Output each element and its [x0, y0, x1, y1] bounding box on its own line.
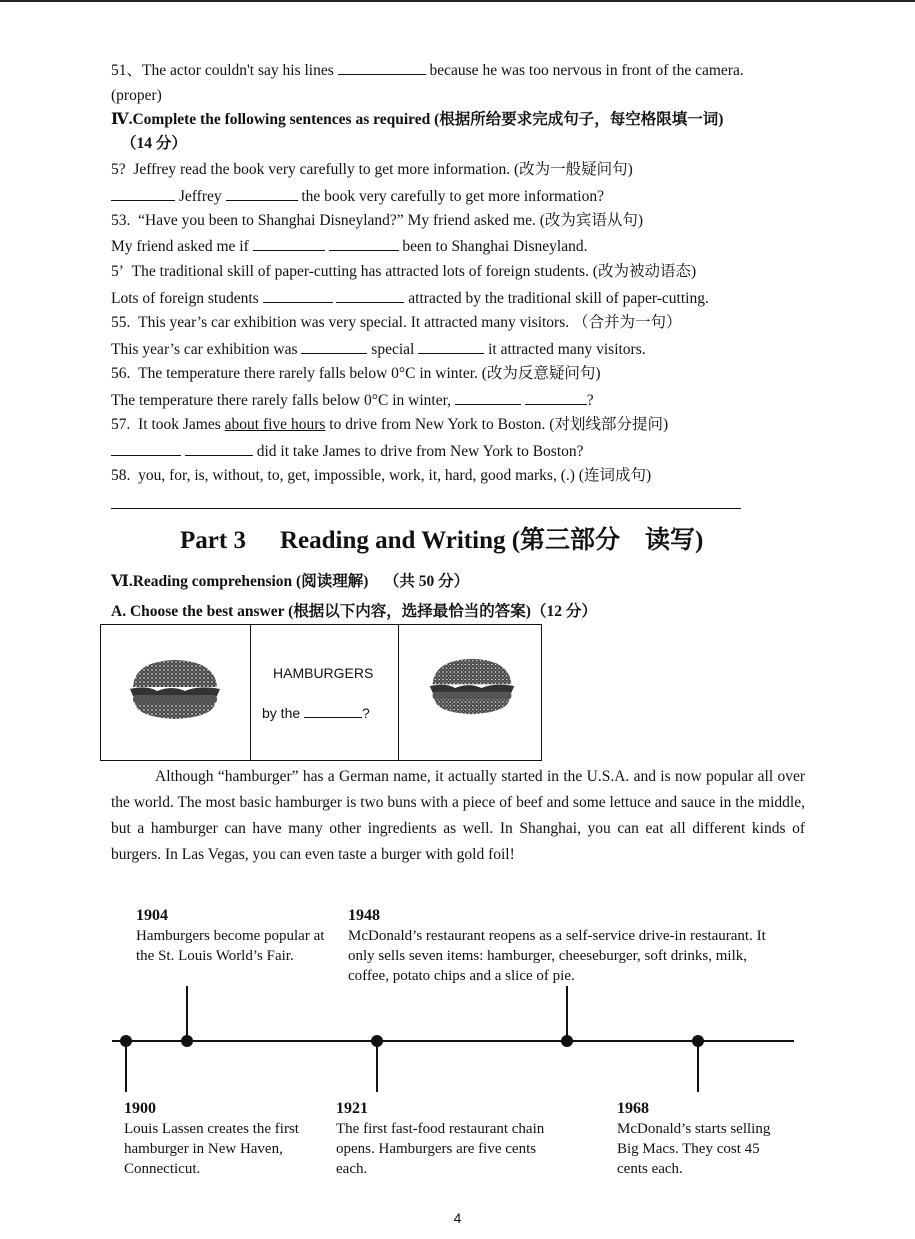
part-3-heading — [180, 520, 703, 556]
q55-ans-c: it attracted many visitors. — [488, 341, 646, 358]
section-a-title: A. Choose the best answer (根据以下内容，选择最恰当的答案) — [111, 603, 531, 620]
timeline-entry-1904 — [136, 906, 336, 966]
q52-ans-b: the book very carefully to get more information? — [301, 188, 604, 205]
timeline-entry-1948 — [348, 906, 788, 986]
answer-blank[interactable] — [263, 288, 333, 303]
timeline-dot — [181, 1035, 193, 1047]
banner-title: HAMBURGERS — [273, 665, 374, 681]
q56-answer-line — [111, 390, 594, 411]
timeline-year: 1900 — [124, 1100, 156, 1117]
question-51 — [111, 60, 744, 81]
timeline-dot — [120, 1035, 132, 1047]
question-57 — [111, 415, 668, 435]
q52-number: 5? — [111, 161, 126, 178]
answer-blank[interactable] — [111, 441, 181, 456]
timeline-year: 1968 — [617, 1100, 649, 1117]
q56-ans-b: ? — [586, 392, 594, 409]
passage-text: Although “hamburger” has a German name, it actually started in the U.S.A. and is now popular all over the world. The most basic hamburger is two buns with a piece of beef and some lettuce and sauce in the middle, but a hamburger can have many other ingredients as well. In Shanghai, you can eat all different kinds of burgers. In Las Vegas, you can even taste a burger with gold foil! — [111, 768, 805, 863]
q55-number: 55. — [111, 314, 131, 331]
timeline-dot — [692, 1035, 704, 1047]
answer-blank[interactable] — [301, 339, 367, 354]
q57-answer-line — [111, 441, 584, 462]
q52-answer-line — [111, 186, 604, 207]
question-55 — [111, 313, 682, 333]
timeline-year: 1921 — [336, 1100, 368, 1117]
answer-blank[interactable] — [525, 390, 587, 405]
q55-ans-a: This year’s car exhibition was — [111, 341, 298, 358]
q53-ans-a: My friend asked me if — [111, 238, 249, 255]
section-a-score: （12 分） — [530, 603, 597, 620]
page-number: 4 — [453, 1210, 462, 1226]
section-6-score: （共 50 分） — [383, 573, 470, 590]
part-3-title: Reading and Writing (第三部分 读写) — [279, 527, 704, 554]
timeline-text: Hamburgers become popular at the St. Louis World’s Fair. — [136, 928, 325, 964]
timeline-text: McDonald’s restaurant reopens as a self-service drive-in restaurant. It only sells seven items: hamburger, cheeseburger, soft drinks, milk, coffee, potato chips and a slice of pie. — [348, 928, 766, 984]
q54-number: 5ʼ — [111, 263, 124, 280]
q54-answer-line — [111, 288, 709, 309]
q51-hint: (proper) — [111, 87, 162, 104]
banner-question — [262, 705, 370, 721]
answer-blank[interactable] — [329, 236, 399, 251]
timeline-year: 1948 — [348, 907, 380, 924]
banner-cell-middle — [251, 625, 399, 760]
answer-blank[interactable] — [336, 288, 404, 303]
answer-blank[interactable] — [226, 186, 298, 201]
q57-underlined: about five hours — [224, 416, 326, 433]
timeline-text: McDonald’s starts selling Big Macs. They cost 45 cents each. — [617, 1121, 771, 1177]
q56-number: 56. — [111, 365, 131, 382]
tick-1904 — [186, 986, 188, 1038]
q53-number: 53. — [111, 212, 131, 229]
section-a-heading — [111, 602, 597, 622]
q51-text-b: because he was too nervous in front of the camera. — [425, 62, 744, 79]
tick-1948 — [566, 986, 568, 1038]
answer-blank[interactable] — [253, 236, 325, 251]
q54-ans-b: attracted by the traditional skill of paper-cutting. — [408, 290, 709, 307]
q53-answer-line — [111, 236, 587, 257]
timeline-dot — [561, 1035, 573, 1047]
reading-passage — [111, 764, 805, 868]
q56-ans-a: The temperature there rarely falls below 0°C in winter, — [111, 392, 451, 409]
q54-ans-a: Lots of foreign students — [111, 290, 259, 307]
q54-text: The traditional skill of paper-cutting has attracted lots of foreign students. (改为被动语态) — [131, 263, 697, 280]
q58-text: you, for, is, without, to, get, impossible, work, it, hard, good marks, (.) (连词成句) — [138, 467, 652, 484]
answer-blank[interactable] — [111, 186, 175, 201]
banner-by: by the — [262, 705, 305, 721]
answer-rule[interactable] — [111, 508, 741, 509]
answer-blank[interactable] — [338, 60, 426, 75]
timeline-text: Louis Lassen creates the first hamburger in New Haven, Connecticut. — [124, 1121, 299, 1177]
hamburger-icon — [427, 655, 517, 719]
section-6-title: Ⅵ.Reading comprehension (阅读理解) — [111, 573, 369, 590]
hamburger-icon — [127, 657, 223, 723]
section-4-score: （14 分） — [121, 135, 187, 152]
top-border — [0, 0, 915, 2]
q57-ans-a: did it take James to drive from New York to Boston? — [256, 443, 584, 460]
timeline-year: 1904 — [136, 907, 168, 924]
q57-text-b: to drive from New York to Boston. (对划线部分提问) — [325, 416, 669, 433]
q55-ans-b: special — [371, 341, 415, 358]
timeline-entry-1921 — [336, 1099, 546, 1179]
answer-blank[interactable] — [304, 705, 362, 718]
answer-blank[interactable] — [455, 390, 521, 405]
question-54 — [111, 262, 696, 282]
hamburger-banner — [100, 624, 542, 761]
banner-cell-right — [399, 625, 541, 760]
timeline-dot — [371, 1035, 383, 1047]
q53-text: “Have you been to Shanghai Disneyland?” My friend asked me. (改为宾语从句) — [138, 212, 644, 229]
q57-number: 57. — [111, 416, 131, 433]
q57-text-a: It took James — [138, 416, 225, 433]
q58-number: 58. — [111, 467, 131, 484]
answer-blank[interactable] — [185, 441, 253, 456]
timeline-entry-1968 — [617, 1099, 792, 1179]
timeline-entry-1900 — [124, 1099, 314, 1179]
question-56 — [111, 364, 601, 384]
q55-answer-line — [111, 339, 646, 360]
timeline-text: The first fast-food restaurant chain opens. Hamburgers are five cents each. — [336, 1121, 545, 1177]
tick-1968 — [697, 1042, 699, 1092]
question-52 — [111, 160, 633, 180]
q53-ans-b: been to Shanghai Disneyland. — [402, 238, 588, 255]
tick-1900 — [125, 1042, 127, 1092]
q52-ans-a: Jeffrey — [178, 188, 222, 205]
tick-1921 — [376, 1042, 378, 1092]
question-58 — [111, 466, 651, 486]
banner-cell-left — [101, 625, 251, 760]
q55-text: This year’s car exhibition was very special. It attracted many visitors. （合并为一句） — [138, 314, 682, 331]
q56-text: The temperature there rarely falls below 0°C in winter. (改为反意疑问句) — [138, 365, 601, 382]
q52-text: Jeffrey read the book very carefully to get more information. (改为一般疑问句) — [133, 161, 633, 178]
q51-text-a: 51、The actor couldn't say his lines — [111, 62, 338, 79]
banner-qmark: ? — [362, 705, 370, 721]
section-6-heading — [111, 572, 469, 592]
question-53 — [111, 211, 643, 231]
part-3-label: Part 3 — [180, 527, 246, 554]
section-4-title: Ⅳ.Complete the following sentences as required (根据所给要求完成句子，每空格限填一词) — [111, 111, 724, 128]
answer-blank[interactable] — [418, 339, 484, 354]
